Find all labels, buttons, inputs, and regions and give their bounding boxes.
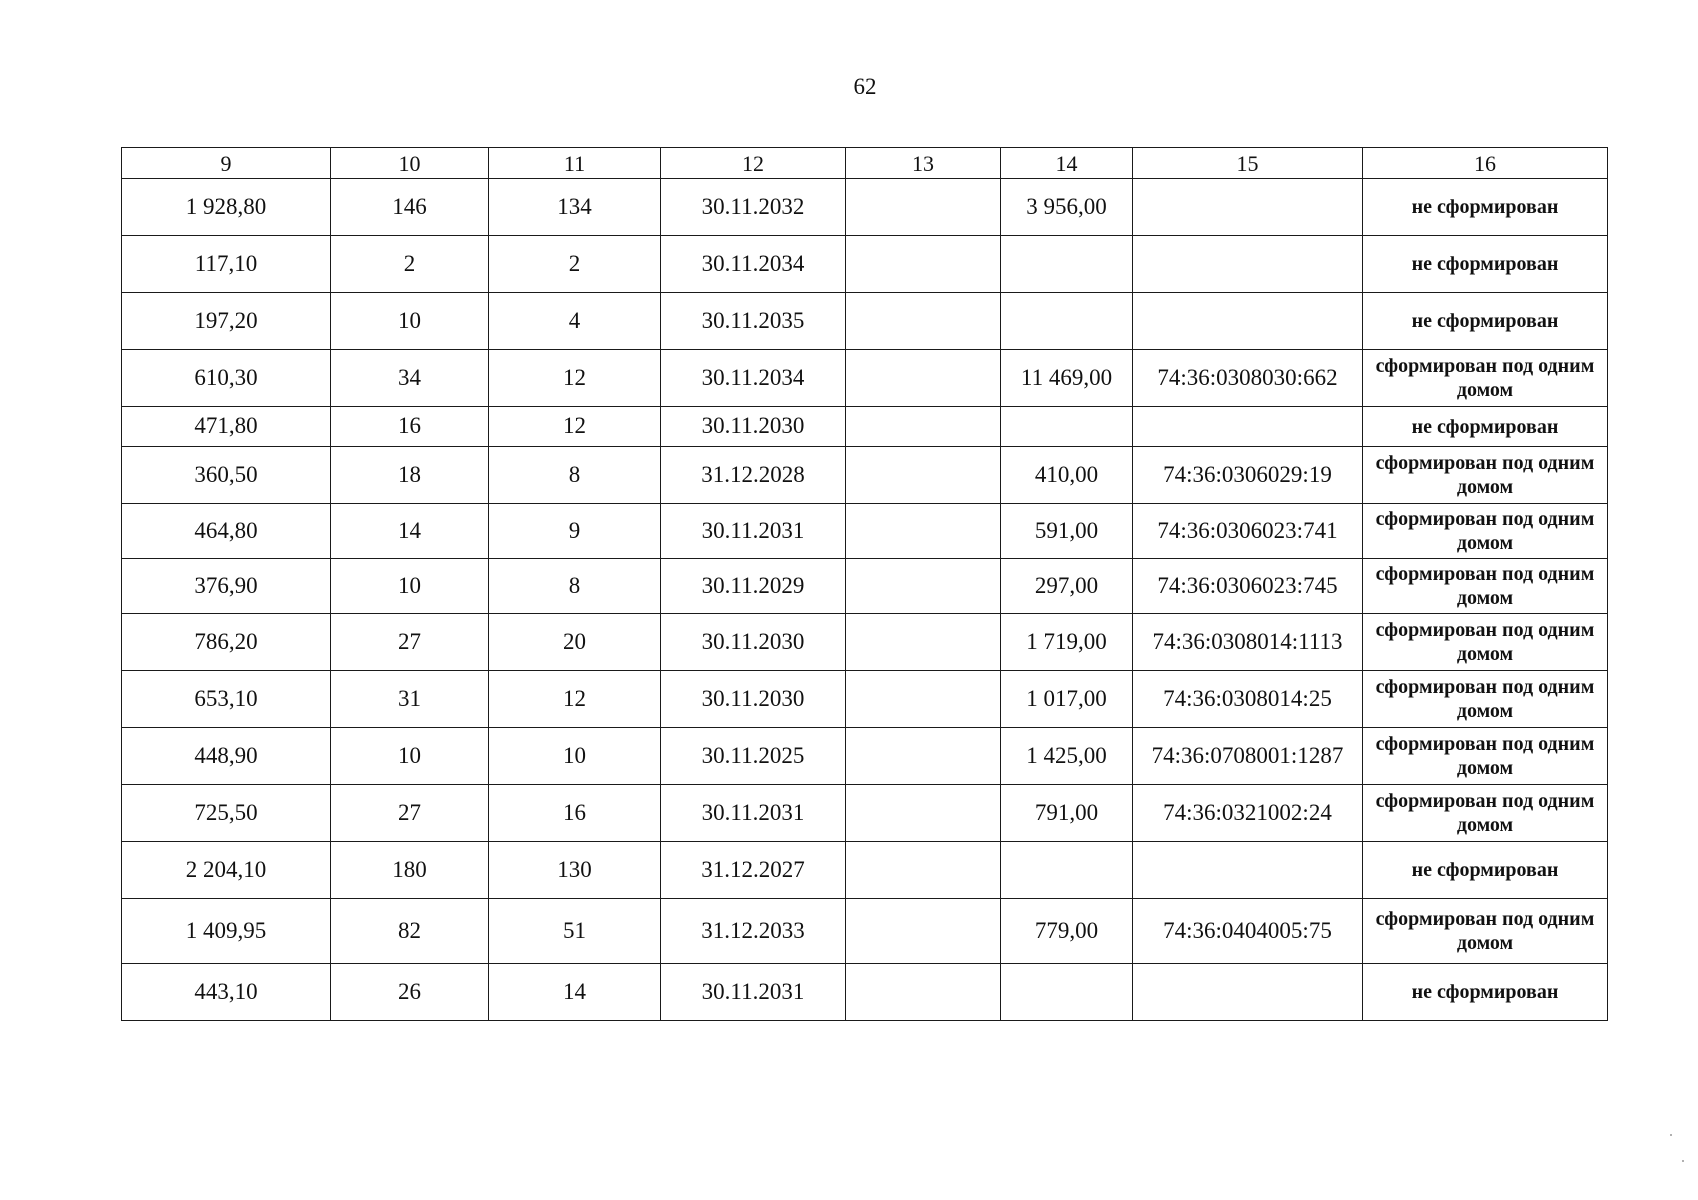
table-cell: 3 956,00 [1001,179,1133,236]
table-cell [1133,293,1363,350]
table-cell [1001,964,1133,1021]
table-cell: 297,00 [1001,559,1133,614]
table-cell: 31.12.2033 [661,899,846,964]
scan-speck [1682,1160,1684,1162]
table-cell: 8 [489,447,661,504]
table-cell: 31 [331,671,489,728]
table-cell: 51 [489,899,661,964]
table-cell: 1 928,80 [122,179,331,236]
table-cell: 30.11.2031 [661,964,846,1021]
table-row [122,728,1608,785]
table-cell: 448,90 [122,728,331,785]
table-row [122,842,1608,899]
table-cell: 16 [489,785,661,842]
table-cell [846,614,1001,671]
table-cell [846,671,1001,728]
status-cell: не сформирован [1363,236,1608,293]
column-header: 14 [1001,148,1133,179]
status-cell: сформирован под одним домом [1363,504,1608,559]
table-cell: 74:36:0306029:19 [1133,447,1363,504]
table-row [122,785,1608,842]
table-cell: 14 [489,964,661,1021]
table-cell: 14 [331,504,489,559]
table-row [122,179,1608,236]
status-cell: сформирован под одним домом [1363,899,1608,964]
status-cell: не сформирован [1363,407,1608,447]
table-cell: 30.11.2029 [661,559,846,614]
table-cell: 360,50 [122,447,331,504]
table-cell: 74:36:0308014:1113 [1133,614,1363,671]
table-cell: 591,00 [1001,504,1133,559]
status-cell: сформирован под одним домом [1363,614,1608,671]
status-cell: не сформирован [1363,179,1608,236]
table-row [122,236,1608,293]
table-cell: 82 [331,899,489,964]
table-cell: 1 409,95 [122,899,331,964]
table-cell [1001,407,1133,447]
table-cell: 26 [331,964,489,1021]
table-cell: 30.11.2034 [661,350,846,407]
table-cell: 74:36:0308030:662 [1133,350,1363,407]
table-cell: 10 [331,559,489,614]
table-cell: 610,30 [122,350,331,407]
table-cell [1133,842,1363,899]
table-cell: 31.12.2027 [661,842,846,899]
table-header-row [122,148,1608,179]
status-cell: сформирован под одним домом [1363,671,1608,728]
table-cell [846,842,1001,899]
table-cell [1001,842,1133,899]
table-row [122,559,1608,614]
status-cell: не сформирован [1363,842,1608,899]
table-cell: 74:36:0306023:741 [1133,504,1363,559]
table-row [122,350,1608,407]
table-cell: 786,20 [122,614,331,671]
table-cell: 30.11.2030 [661,671,846,728]
table-cell [846,447,1001,504]
table-cell: 1 425,00 [1001,728,1133,785]
table-cell: 791,00 [1001,785,1133,842]
table-cell: 2 204,10 [122,842,331,899]
table-cell [1133,407,1363,447]
status-cell: сформирован под одним домом [1363,728,1608,785]
table-cell: 30.11.2025 [661,728,846,785]
table-cell: 134 [489,179,661,236]
status-cell: сформирован под одним домом [1363,350,1608,407]
table-cell [846,179,1001,236]
column-header: 15 [1133,148,1363,179]
table-row [122,964,1608,1021]
table-cell [1133,179,1363,236]
table-cell [846,407,1001,447]
table-cell: 471,80 [122,407,331,447]
column-header: 16 [1363,148,1608,179]
table-cell [1133,964,1363,1021]
table-cell: 31.12.2028 [661,447,846,504]
table-cell: 12 [489,671,661,728]
status-cell: сформирован под одним домом [1363,559,1608,614]
table-cell [846,350,1001,407]
table-cell: 10 [331,728,489,785]
table-cell: 130 [489,842,661,899]
table-cell: 779,00 [1001,899,1133,964]
table-cell: 10 [489,728,661,785]
table-cell: 18 [331,447,489,504]
table-cell: 30.11.2032 [661,179,846,236]
table-cell: 12 [489,407,661,447]
table-cell [846,559,1001,614]
table-cell: 30.11.2035 [661,293,846,350]
table-cell: 74:36:0306023:745 [1133,559,1363,614]
table-cell: 34 [331,350,489,407]
table-cell: 9 [489,504,661,559]
table-cell: 376,90 [122,559,331,614]
table-cell: 16 [331,407,489,447]
table-cell: 1 017,00 [1001,671,1133,728]
table-cell: 464,80 [122,504,331,559]
table-cell: 410,00 [1001,447,1133,504]
status-cell: сформирован под одним домом [1363,785,1608,842]
column-header: 12 [661,148,846,179]
table-cell: 1 719,00 [1001,614,1133,671]
table-cell [846,899,1001,964]
table-cell: 12 [489,350,661,407]
scan-speck [1670,1134,1672,1136]
table-cell: 8 [489,559,661,614]
table-cell [1001,236,1133,293]
table-row [122,899,1608,964]
table-cell: 74:36:0321002:24 [1133,785,1363,842]
table-cell: 653,10 [122,671,331,728]
table-cell: 10 [331,293,489,350]
table-cell [846,293,1001,350]
table-cell: 27 [331,785,489,842]
table-cell: 11 469,00 [1001,350,1133,407]
table-row [122,504,1608,559]
table-row [122,447,1608,504]
data-table [121,147,1608,1021]
column-header: 13 [846,148,1001,179]
table-cell [846,964,1001,1021]
table-cell: 30.11.2030 [661,614,846,671]
table-cell: 27 [331,614,489,671]
table-row [122,614,1608,671]
table-cell [1001,293,1133,350]
table-cell [846,728,1001,785]
table-cell: 74:36:0708001:1287 [1133,728,1363,785]
table-cell: 117,10 [122,236,331,293]
table-cell: 30.11.2031 [661,785,846,842]
table-cell [1133,236,1363,293]
table-cell: 20 [489,614,661,671]
table-cell: 197,20 [122,293,331,350]
table-cell: 30.11.2030 [661,407,846,447]
table-cell: 180 [331,842,489,899]
column-header: 9 [122,148,331,179]
table-cell: 443,10 [122,964,331,1021]
table-row [122,293,1608,350]
table-cell: 74:36:0404005:75 [1133,899,1363,964]
table-row [122,671,1608,728]
status-cell: не сформирован [1363,293,1608,350]
status-cell: не сформирован [1363,964,1608,1021]
table-row [122,407,1608,447]
table-cell: 2 [489,236,661,293]
table-cell: 725,50 [122,785,331,842]
page-number: 62 [853,74,877,99]
table-cell: 2 [331,236,489,293]
column-header: 10 [331,148,489,179]
table-cell: 30.11.2031 [661,504,846,559]
table-cell: 146 [331,179,489,236]
column-header: 11 [489,148,661,179]
table-cell [846,236,1001,293]
table-cell [846,504,1001,559]
table-cell: 4 [489,293,661,350]
table-cell: 30.11.2034 [661,236,846,293]
table-cell [846,785,1001,842]
status-cell: сформирован под одним домом [1363,447,1608,504]
table-cell: 74:36:0308014:25 [1133,671,1363,728]
